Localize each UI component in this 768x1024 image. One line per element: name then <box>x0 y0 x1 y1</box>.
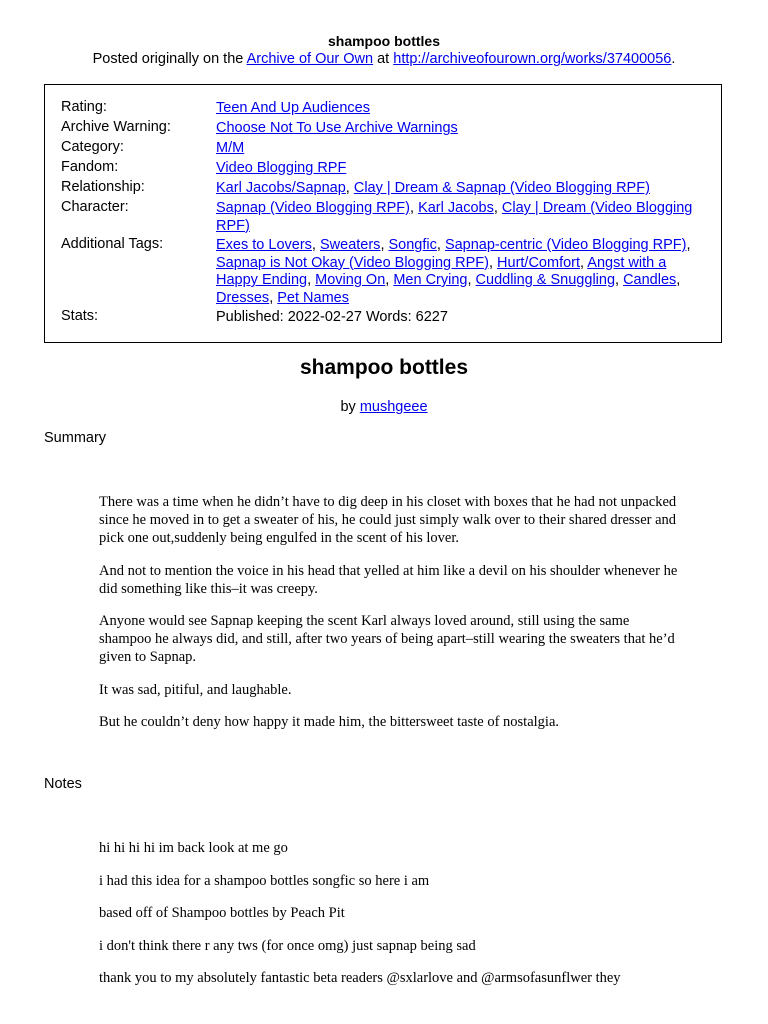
tag-link[interactable]: Songfic <box>388 237 437 253</box>
notes-paragraph: thank you to my absolutely fantastic beta readers @sxlarlove and @armsofasunflwer they <box>99 970 621 986</box>
notes-paragraph: i don't think there r any tws (for once omg) just sapnap being sad <box>99 937 476 954</box>
tag-link[interactable]: Sapnap is Not Okay (Video Blogging RPF) <box>216 254 489 271</box>
rating-label: Rating: <box>61 99 107 115</box>
author-link[interactable]: mushgeee <box>359 399 428 415</box>
relationship-link[interactable]: Karl Jacobs/Sapnap <box>216 180 346 196</box>
summary-heading: Summary <box>44 430 107 446</box>
posted-line <box>0 50 768 68</box>
fandom-link[interactable]: Video Blogging RPF <box>216 160 347 176</box>
tag-link[interactable]: Men Crying <box>393 272 468 288</box>
summary-paragraph: But he couldn’t deny how happy it made him, the bittersweet taste of nostalgia. <box>99 714 560 730</box>
tag-link[interactable]: Exes to Lovers <box>216 237 312 253</box>
notes-paragraph: hi hi hi hi im back look at me go <box>99 840 288 856</box>
byline <box>0 399 768 415</box>
notes-paragraph: i had this idea for a shampoo bottles songfic so here i am <box>99 872 430 889</box>
tag-link[interactable]: Pet Names <box>277 289 349 306</box>
notes-text <box>99 839 679 1002</box>
document-header <box>0 32 768 68</box>
warning-link[interactable]: Choose Not To Use Archive Warnings <box>216 120 458 136</box>
notes-paragraph: based off of Shampoo bottles by Peach Pit <box>99 905 345 921</box>
character-label: Character: <box>61 199 129 215</box>
character-link[interactable]: Clay | Dream (Video Blogging RPF) <box>216 200 693 234</box>
posted-prefix: Posted originally on the <box>92 51 247 67</box>
header-title: shampoo bottles <box>327 33 440 49</box>
work-meta-box: Rating: Teen And Up Audiences Archive Warning: Choose Not To Use Archive Warnings Category: M/M Fandom: Video Blogging RPF Relationship: Karl Jacobs/Sapnap, Clay | Dream & Sapnap (Video Blogging RPF) Character: Sapnap (Video Blogging RPF), Karl Jacobs, Clay | Dream (Video Blogging RPF) Additional Tags: Exes to Lovers, Sweaters, Songfic, Sapnap-centric (Video Blogging RPF), Sapnap is Not Okay (Video Blogging RPF), Hurt/Comfort, Angst with a Happy Ending, Moving On, Men Crying, Cuddling & Snuggling, Candles, Dresses, Pet Names Stats: Published: 2022-02-27 Words: 6227 <box>44 84 722 343</box>
tag-link[interactable]: Candles <box>623 272 677 288</box>
by-label: by <box>340 399 360 415</box>
tags-label: Additional Tags: <box>61 236 164 252</box>
notes-heading: Notes <box>44 776 82 792</box>
work-title: shampoo bottles <box>299 356 468 379</box>
posted-suffix: . <box>671 51 676 67</box>
summary-text <box>99 493 679 746</box>
category-link[interactable]: M/M <box>216 140 245 156</box>
tag-link[interactable]: Cuddling & Snuggling <box>475 272 616 288</box>
character-link[interactable]: Karl Jacobs <box>418 200 494 216</box>
warning-label: Archive Warning: <box>61 119 171 135</box>
tag-link[interactable]: Moving On <box>315 272 386 288</box>
rating-link[interactable]: Teen And Up Audiences <box>216 100 370 116</box>
archive-link[interactable]: Archive of Our Own <box>246 51 374 67</box>
relationship-label: Relationship: <box>61 179 145 195</box>
tag-link[interactable]: Sweaters <box>319 237 381 253</box>
relationship-link[interactable]: Clay | Dream & Sapnap (Video Blogging RPF) <box>353 180 650 196</box>
stats-value: Published: 2022-02-27 Words: 6227 <box>216 309 448 325</box>
summary-paragraph: There was a time when he didn’t have to dig deep in his closet with boxes that he had not unpacked since he moved in to get a sweater of his, he could just simply walk over to their shared dresser and pick one out,suddenly being engulfed in the scent of his lover. <box>99 494 677 546</box>
stats-label: Stats: <box>61 308 99 324</box>
summary-paragraph: It was sad, pitiful, and laughable. <box>99 681 292 698</box>
tag-link[interactable]: Dresses <box>216 289 270 306</box>
character-link[interactable]: Sapnap (Video Blogging RPF) <box>216 200 410 216</box>
work-url-link[interactable]: http://archiveofourown.org/works/37400056 <box>393 51 672 67</box>
posted-mid: at <box>373 51 394 67</box>
category-label: Category: <box>61 139 124 155</box>
summary-paragraph: And not to mention the voice in his head that yelled at him like a devil on his shoulder whenever he did something like this–it was creepy. <box>99 562 678 597</box>
summary-paragraph: Anyone would see Sapnap keeping the scent Karl always loved around, still using the same shampoo he always did, and still, after two years of being apart–still wearing the sweaters that he’d given to Sapnap. <box>99 613 675 665</box>
fandom-label: Fandom: <box>61 159 119 175</box>
tag-link[interactable]: Hurt/Comfort <box>497 254 581 271</box>
tag-link[interactable]: Angst with a Happy Ending <box>216 254 667 288</box>
tag-link[interactable]: Sapnap-centric (Video Blogging RPF) <box>444 237 687 253</box>
